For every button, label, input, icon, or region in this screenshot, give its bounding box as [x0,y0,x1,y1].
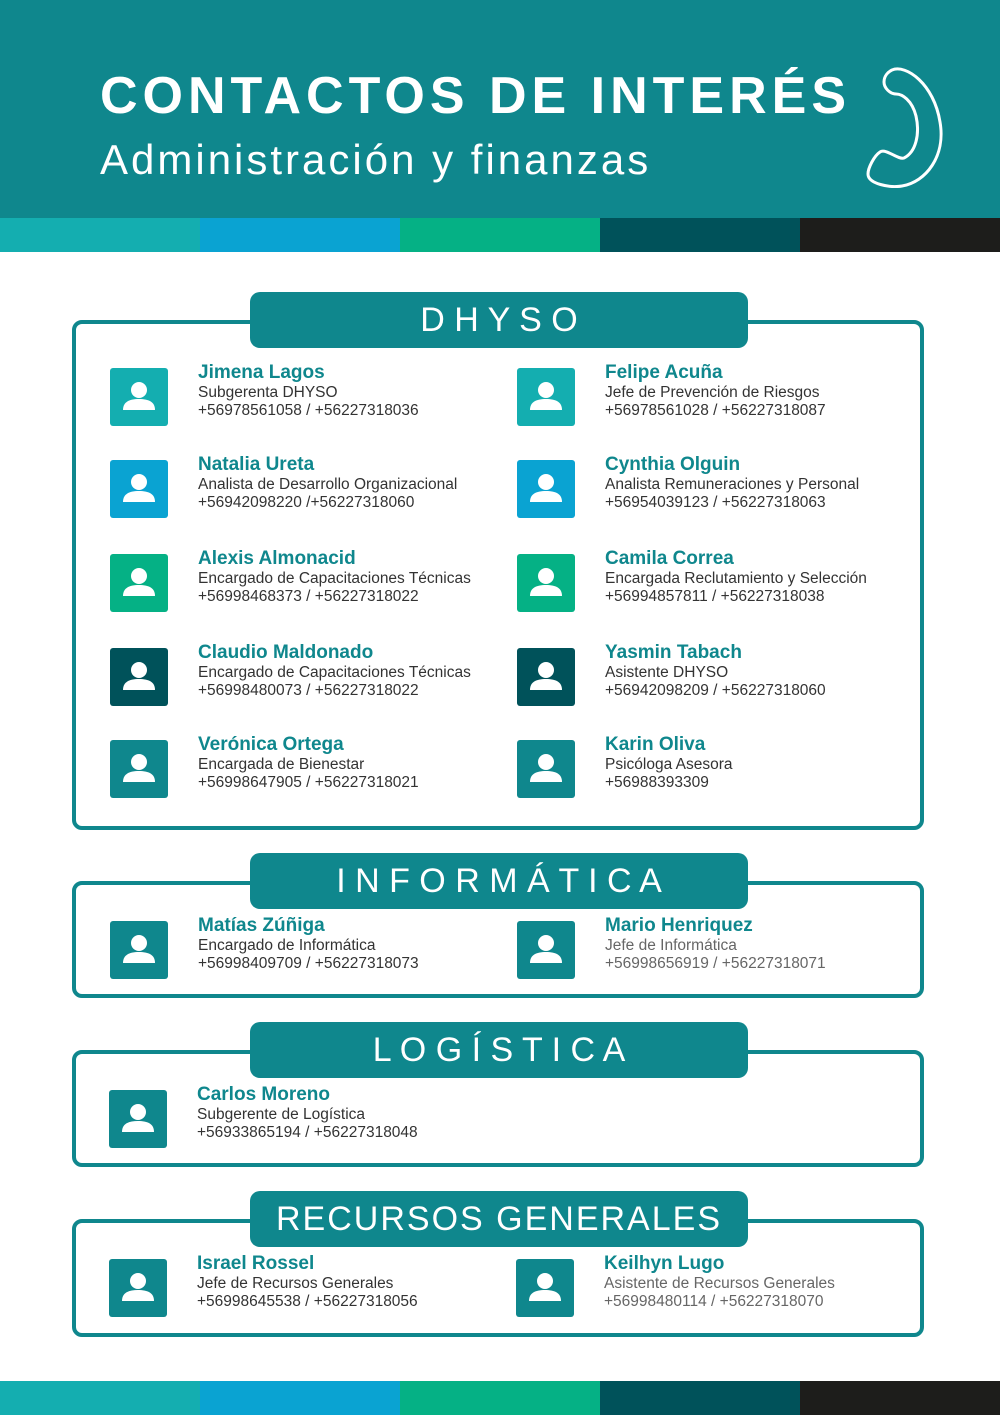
person-icon [517,921,575,979]
contact-name: Keilhyn Lugo [604,1253,725,1274]
contact-card [110,362,490,428]
avatar [110,648,168,706]
section-title-logistica: L O G Í S T I C A [250,1022,748,1078]
person-icon [110,554,168,612]
avatar [110,740,168,798]
contact-role: Encargado de Capacitaciones Técnicas [198,570,471,587]
person-icon [110,368,168,426]
person-icon [110,648,168,706]
color-stripe-top [0,218,1000,252]
contact-role: Subgerenta DHYSO [198,384,338,401]
contact-phones[interactable]: +56988393309 [605,774,709,791]
contact-role: Jefe de Recursos Generales [197,1275,394,1292]
person-icon [517,460,575,518]
contact-card [517,734,897,800]
person-icon [109,1090,167,1148]
contact-role: Analista de Desarrollo Organizacional [198,476,458,493]
contact-name: Karin Oliva [605,734,706,755]
contact-card [110,454,490,520]
person-icon [110,740,168,798]
avatar [110,921,168,979]
contact-phones[interactable]: +56998645538 / +56227318056 [197,1293,418,1310]
contact-name: Mario Henriquez [605,915,753,936]
person-icon [110,921,168,979]
contact-card [517,915,897,981]
contact-card [109,1253,489,1319]
contact-phones[interactable]: +56998647905 / +56227318021 [198,774,419,791]
page-subtitle: Administración y finanzas [100,136,652,183]
contact-name: Jimena Lagos [198,362,325,383]
contact-name: Yasmin Tabach [605,642,742,663]
avatar [109,1259,167,1317]
contact-role: Encargado de Informática [198,937,376,954]
person-icon [516,1259,574,1317]
person-icon [110,460,168,518]
contact-role: Encargada Reclutamiento y Selección [605,570,867,587]
avatar [517,921,575,979]
stripe-segment [200,1381,400,1415]
contact-phones[interactable]: +56954039123 / +56227318063 [605,494,826,511]
contact-phones[interactable]: +56978561058 / +56227318036 [198,402,419,419]
section-title-dhyso: D H Y S O [250,292,748,348]
contact-name: Camila Correa [605,548,734,569]
stripe-segment [400,218,600,252]
contact-role: Subgerente de Logística [197,1106,366,1123]
avatar [110,368,168,426]
stripe-segment [0,218,200,252]
contact-role: Asistente de Recursos Generales [604,1275,835,1292]
contact-role: Analista Remuneraciones y Personal [605,476,860,493]
avatar [517,648,575,706]
avatar [517,740,575,798]
header-banner [0,0,1000,218]
contact-card [109,1084,489,1150]
contact-phones[interactable]: +56998468373 / +56227318022 [198,588,419,605]
contact-card [516,1253,896,1319]
contact-name: Cynthia Olguin [605,454,741,475]
person-icon [517,554,575,612]
contact-role: Encargado de Capacitaciones Técnicas [198,664,471,681]
stripe-segment [800,218,1000,252]
contact-phones[interactable]: +56933865194 / +56227318048 [197,1124,418,1141]
stripe-segment [800,1381,1000,1415]
contact-name: Matías Zúñiga [198,915,325,936]
avatar [517,460,575,518]
contact-card [517,642,897,708]
contact-card [110,548,490,614]
contact-phones[interactable]: +56998656919 / +56227318071 [605,955,826,972]
stripe-segment [600,1381,800,1415]
contact-phones[interactable]: +56998480073 / +56227318022 [198,682,419,699]
contact-phones[interactable]: +56998409709 / +56227318073 [198,955,419,972]
avatar [110,554,168,612]
contact-phones[interactable]: +56942098220 /+56227318060 [198,494,415,511]
contact-role: Jefe de Informática [605,937,737,954]
person-icon [109,1259,167,1317]
color-stripe-bottom [0,1381,1000,1415]
stripe-segment [400,1381,600,1415]
person-icon [517,648,575,706]
contact-card [517,362,897,428]
section-title-informatica: I N F O R M Á T I C A [250,853,748,909]
contact-name: Carlos Moreno [197,1084,331,1105]
contact-name: Israel Rossel [197,1253,315,1274]
stripe-segment [600,218,800,252]
contact-name: Verónica Ortega [198,734,344,755]
person-icon [517,740,575,798]
phone-handset-icon [862,64,944,188]
contact-card [517,548,897,614]
contact-role: Asistente DHYSO [605,664,729,681]
contact-phones[interactable]: +56998480114 / +56227318070 [604,1293,824,1310]
avatar [109,1090,167,1148]
contact-phones[interactable]: +56994857811 / +56227318038 [605,588,825,605]
contact-role: Psicóloga Asesora [605,756,733,773]
contact-name: Alexis Almonacid [198,548,356,569]
contact-phones[interactable]: +56942098209 / +56227318060 [605,682,826,699]
contact-card [110,734,490,800]
page-title: CONTACTOS DE INTERÉS [100,67,852,125]
person-icon [517,368,575,426]
contact-name: Claudio Maldonado [198,642,374,663]
contact-card [517,454,897,520]
contact-role: Encargada de Bienestar [198,756,365,773]
contact-card [110,915,490,981]
avatar [517,368,575,426]
contact-role: Jefe de Prevención de Riesgos [605,384,820,401]
section-title-recursos-generales: RECURSOS GENERALES [250,1191,748,1247]
contact-name: Felipe Acuña [605,362,723,383]
stripe-segment [200,218,400,252]
avatar [110,460,168,518]
contact-name: Natalia Ureta [198,454,315,475]
avatar [517,554,575,612]
contact-card [110,642,490,708]
contact-phones[interactable]: +56978561028 / +56227318087 [605,402,826,419]
avatar [516,1259,574,1317]
stripe-segment [0,1381,200,1415]
